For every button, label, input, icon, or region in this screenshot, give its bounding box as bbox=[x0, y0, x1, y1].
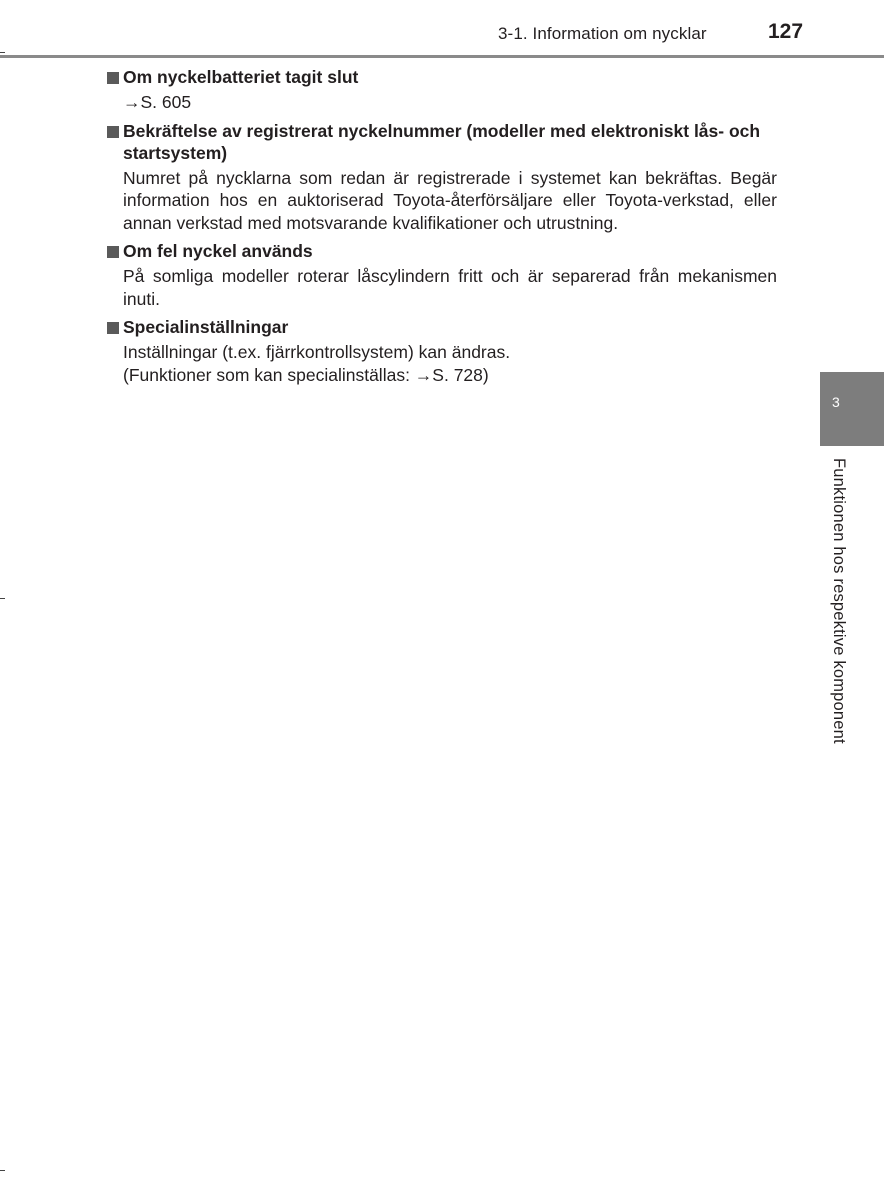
header-divider bbox=[0, 55, 884, 58]
section-heading bbox=[107, 66, 777, 88]
section-paragraph: Inställningar (t.ex. fjärrkontrollsystem) kan ändras. bbox=[123, 342, 511, 362]
section-customization bbox=[107, 316, 777, 386]
section-heading-text: Specialinställningar bbox=[123, 317, 289, 337]
main-content bbox=[107, 66, 777, 392]
section-heading bbox=[107, 120, 777, 164]
chapter-tab bbox=[820, 372, 884, 446]
section-body bbox=[123, 167, 777, 235]
cross-reference: →S. 605 bbox=[123, 92, 192, 112]
section-paragraph: På somliga modeller roterar låscylindern fritt och är separerad från mekanismen inuti. bbox=[123, 266, 777, 309]
crop-mark-top bbox=[0, 52, 5, 53]
chapter-number: 3 bbox=[832, 394, 840, 410]
crop-mark-middle bbox=[0, 598, 5, 599]
chapter-title-vertical: Funktionen hos respektive komponent bbox=[830, 458, 848, 744]
crop-mark-bottom bbox=[0, 1170, 5, 1171]
square-bullet-icon bbox=[107, 126, 119, 138]
section-body bbox=[123, 341, 777, 386]
section-body bbox=[123, 91, 777, 114]
section-key-battery bbox=[107, 66, 777, 114]
page-number: 127 bbox=[768, 20, 804, 43]
section-heading bbox=[107, 316, 777, 338]
section-heading-text: Om nyckelbatteriet tagit slut bbox=[123, 67, 359, 87]
section-body bbox=[123, 265, 777, 310]
section-wrong-key bbox=[107, 240, 777, 310]
running-header-section-title: 3-1. Information om nycklar bbox=[498, 24, 707, 43]
section-heading bbox=[107, 240, 777, 262]
section-paragraph: Numret på nycklarna som redan är registrerade i systemet kan bekräftas. Begär information hos en auktoriserad Toyota-återförsäljare eller Toyota-verkstad, eller annan verkstad med motsvarande kvalifikationer och utrustning. bbox=[123, 167, 777, 233]
square-bullet-icon bbox=[107, 72, 119, 84]
section-heading-text: Bekräftelse av registrerat nyckelnummer (modeller med elektroniskt lås- och startsystem) bbox=[123, 120, 761, 163]
cross-reference: (Funktioner som kan specialinställas: →S. 728) bbox=[123, 364, 489, 385]
section-key-number-confirmation bbox=[107, 120, 777, 235]
square-bullet-icon bbox=[107, 246, 119, 258]
section-heading-text: Om fel nyckel används bbox=[123, 241, 313, 261]
square-bullet-icon bbox=[107, 322, 119, 334]
